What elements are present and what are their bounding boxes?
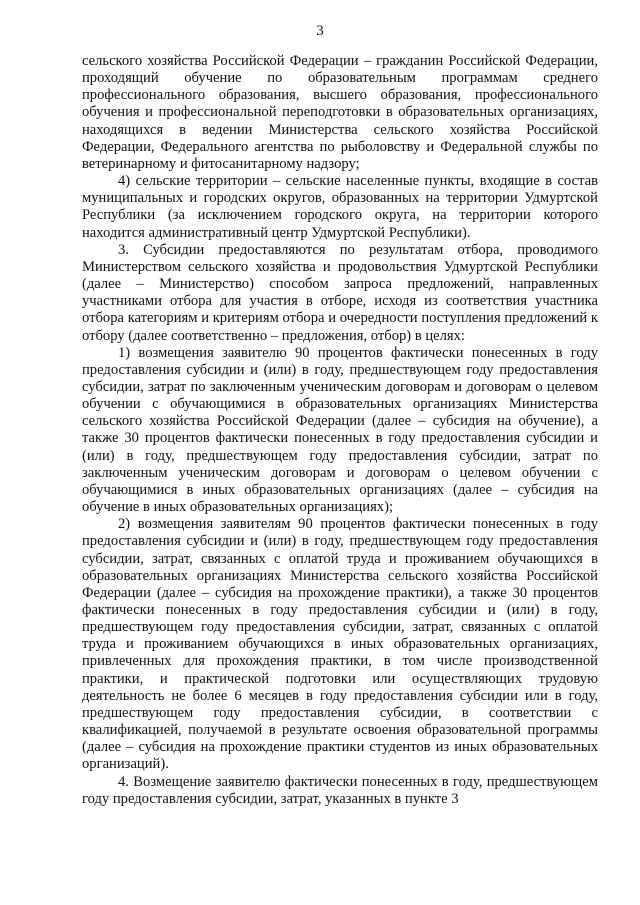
document-body xyxy=(82,53,598,808)
paragraph-clause-4-reimbursement: 4. Возмещение заявителю фактически понесенных в году, предшествующем году предоставления субсидии, затрат, указанных в пункте 3 xyxy=(82,773,598,807)
page-number: 3 xyxy=(316,23,324,39)
paragraph-item-4-rural-territories: 4) сельские территории – сельские населенные пункты, входящие в состав муниципальных и городских округов, образованных на территории Удмуртской Республики (за исключением городского округа, на территории которого находится административный центр Удмуртской Республики). xyxy=(82,173,598,241)
paragraph-subitem-2-practice: 2) возмещения заявителям 90 процентов фактически понесенных в году предоставления субсидии и (или) в году, предшествующем году предоставления субсидии, затрат, связанных с оплатой труда и проживанием обучающихся в образовательных организациях Министерства сельского хозяйства Российской Федерации (далее – субсидия на прохождение практики), а также 30 процентов фактически понесенных в году предоставления субсидии и (или) в году, предшествующем году предоставления субсидии, затрат, связанных с оплатой труда и проживанием обучающихся в иных образовательных организациях, привлеченных для прохождения практики, в том числе производственной практики, и практической подготовки или осуществляющих трудовую деятельность не более 6 месяцев в году предоставления субсидии или в году, предшествующем году предоставления субсидии, в соответствии с квалификацией, получаемой в результате освоения образовательной программы (далее – субсидия на прохождение практики студентов из иных образовательных организаций). xyxy=(82,516,598,773)
paragraph-subitem-1-training: 1) возмещения заявителю 90 процентов фактически понесенных в году предоставления субсидии и (или) в году, предшествующем году предоставления субсидии, затрат по заключенным ученическим договорам и договорам о целевом обучении с обучающимися в образовательных организациях Министерства сельского хозяйства Российской Федерации (далее – субсидия на обучение), а также 30 процентов фактически понесенных в году предоставления субсидии и (или) в году, предшествующем году предоставления субсидии, затрат по заключенным ученическим договорам и договорам о целевом обучении с обучающимися в иных образовательных организациях (далее – субсидия на обучение в иных образовательных организациях); xyxy=(82,344,598,516)
paragraph-clause-3-subsidies: 3. Субсидии предоставляются по результатам отбора, проводимого Министерством сельского хозяйства и продовольствия Удмуртской Республики (далее – Министерство) способом запроса предложений, направленных участниками отбора для участия в отборе, исходя из соответствия участника отбора категориям и критериям отбора и очередности поступления предложений к отбору (далее соответственно – предложения, отбор) в целях: xyxy=(82,241,598,344)
paragraph-definition-continuation: сельского хозяйства Российской Федерации – гражданин Российской Федерации, проходящий обучение по образовательным программам среднего профессионального образования, высшего образования, профессионального обучения и профессиональной переподготовки в образовательных организациях, находящихся в ведении Министерства сельского хозяйства Российской Федерации, Федерального агентства по рыболовству и Федеральной службы по ветеринарному и фитосанитарному надзору; xyxy=(82,53,598,172)
